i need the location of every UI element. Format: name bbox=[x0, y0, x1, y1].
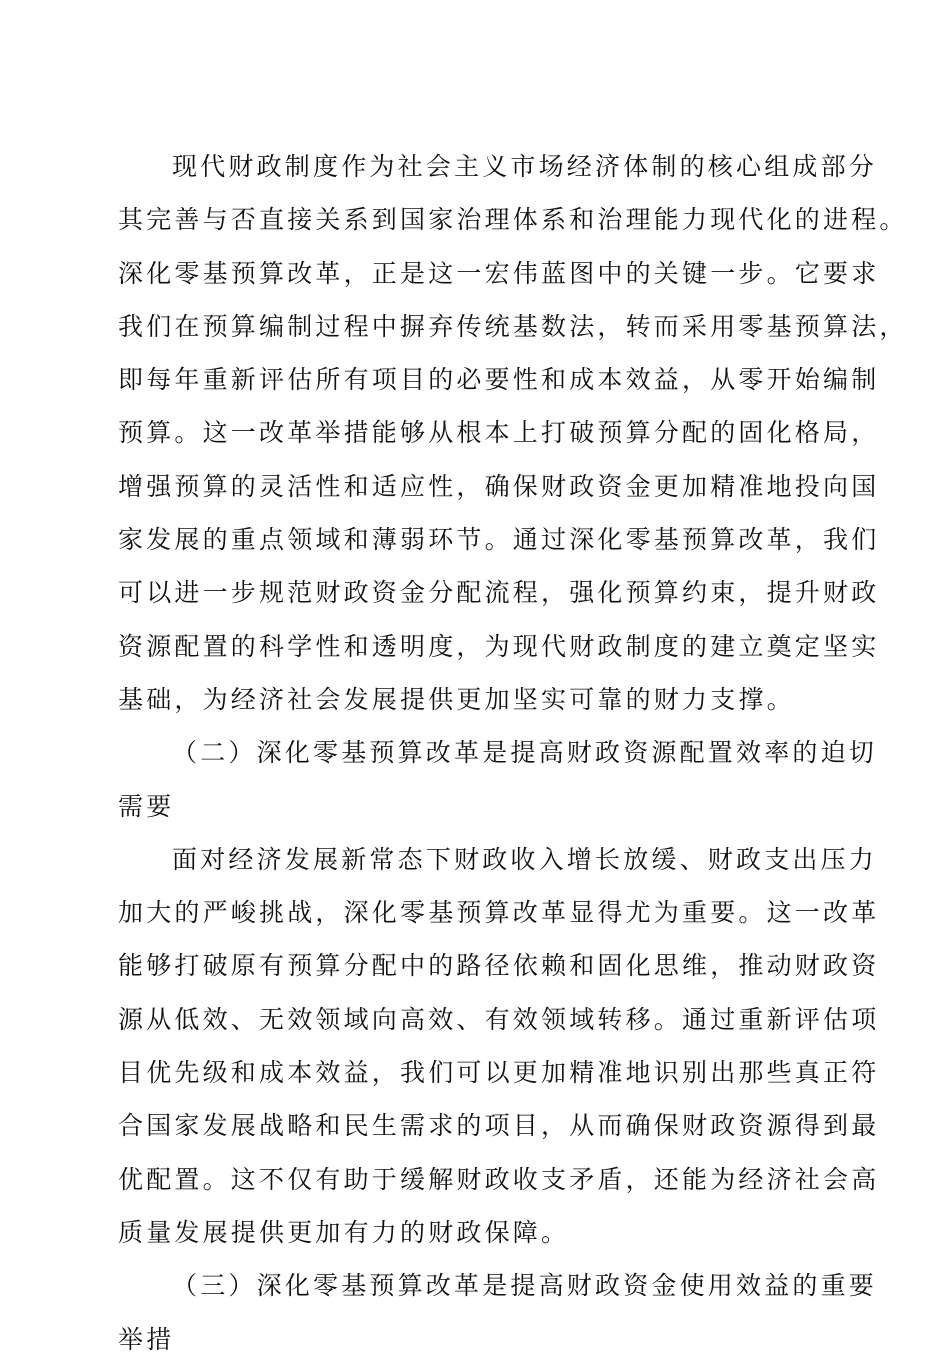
text-line: 源从低效、无效领域向高效、有效领域转移。通过重新评估项 bbox=[118, 1004, 880, 1034]
document-body bbox=[118, 140, 908, 1366]
section-heading-3 bbox=[118, 1259, 878, 1366]
text-line: 质量发展提供更加有力的财政保障。 bbox=[118, 1217, 570, 1247]
text-line: 家发展的重点领域和薄弱环节。通过深化零基预算改革，我们 bbox=[118, 525, 880, 555]
body-paragraph-1 bbox=[118, 140, 908, 726]
heading-line: 需要 bbox=[118, 791, 175, 821]
heading-line: （二）深化零基预算改革是提高财政资源配置效率的迫切 bbox=[172, 738, 878, 768]
text-line: 其完善与否直接关系到国家治理体系和治理能力现代化的进程。 bbox=[118, 205, 908, 235]
section-heading-2 bbox=[118, 726, 878, 833]
heading-line: （三）深化零基预算改革是提高财政资金使用效益的重要 bbox=[172, 1271, 878, 1301]
text-line: 基础，为经济社会发展提供更加坚实可靠的财力支撑。 bbox=[118, 684, 795, 714]
text-line: 增强预算的灵活性和适应性，确保财政资金更加精准地投向国 bbox=[118, 471, 880, 501]
body-paragraph-2 bbox=[118, 833, 880, 1259]
text-line: 资源配置的科学性和透明度，为现代财政制度的建立奠定坚实 bbox=[118, 631, 880, 661]
text-line: 面对经济发展新常态下财政收入增长放缓、财政支出压力 bbox=[172, 844, 878, 874]
text-line: 能够打破原有预算分配中的路径依赖和固化思维，推动财政资 bbox=[118, 951, 880, 981]
text-line: 优配置。这不仅有助于缓解财政收支矛盾，还能为经济社会高 bbox=[118, 1164, 880, 1194]
text-line: 深化零基预算改革，正是这一宏伟蓝图中的关键一步。它要求 bbox=[118, 258, 880, 288]
text-line: 我们在预算编制过程中摒弃传统基数法，转而采用零基预算法， bbox=[118, 311, 908, 341]
text-line: 加大的严峻挑战，深化零基预算改革显得尤为重要。这一改革 bbox=[118, 898, 880, 928]
heading-line: 举措 bbox=[118, 1324, 175, 1354]
text-line: 预算。这一改革举措能够从根本上打破预算分配的固化格局， bbox=[118, 418, 880, 448]
text-line: 可以进一步规范财政资金分配流程，强化预算约束，提升财政 bbox=[118, 578, 880, 608]
text-line: 目优先级和成本效益，我们可以更加精准地识别出那些真正符 bbox=[118, 1058, 880, 1088]
text-line: 即每年重新评估所有项目的必要性和成本效益，从零开始编制 bbox=[118, 365, 880, 395]
text-line: 现代财政制度作为社会主义市场经济体制的核心组成部分 bbox=[172, 152, 878, 181]
text-line: 合国家发展战略和民生需求的项目，从而确保财政资源得到最 bbox=[118, 1111, 880, 1141]
